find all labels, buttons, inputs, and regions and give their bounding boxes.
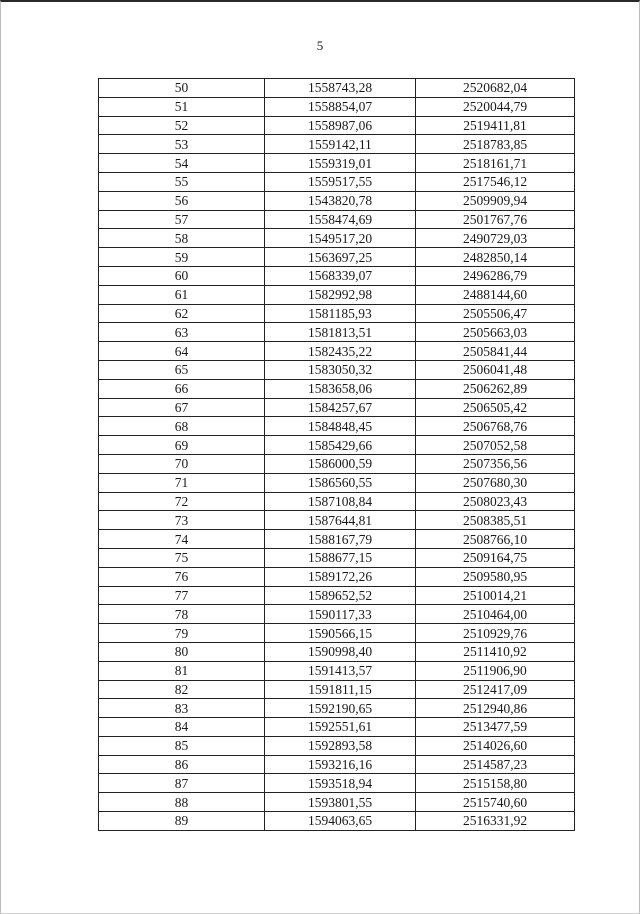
x-coordinate-cell: 1585429,66	[265, 436, 416, 455]
y-coordinate-cell: 2508766,10	[416, 530, 575, 549]
x-coordinate-cell: 1590117,33	[265, 605, 416, 624]
point-number-cell: 60	[99, 266, 265, 285]
y-coordinate-cell: 2514026,60	[416, 736, 575, 755]
y-coordinate-cell: 2516331,92	[416, 812, 575, 831]
y-coordinate-cell: 2515158,80	[416, 774, 575, 793]
point-number-cell: 74	[99, 530, 265, 549]
table-row	[99, 774, 575, 793]
x-coordinate-cell: 1591413,57	[265, 661, 416, 680]
x-coordinate-cell: 1592893,58	[265, 736, 416, 755]
y-coordinate-cell: 2507052,58	[416, 436, 575, 455]
y-coordinate-cell: 2510464,00	[416, 605, 575, 624]
table-row	[99, 661, 575, 680]
point-number-cell: 64	[99, 342, 265, 361]
point-number-cell: 67	[99, 398, 265, 417]
table-row	[99, 154, 575, 173]
table-row	[99, 191, 575, 210]
y-coordinate-cell: 2511906,90	[416, 661, 575, 680]
table-row	[99, 736, 575, 755]
y-coordinate-cell: 2505841,44	[416, 342, 575, 361]
x-coordinate-cell: 1559517,55	[265, 172, 416, 191]
point-number-cell: 66	[99, 379, 265, 398]
table-row	[99, 680, 575, 699]
table-row	[99, 567, 575, 586]
x-coordinate-cell: 1589172,26	[265, 567, 416, 586]
point-number-cell: 63	[99, 323, 265, 342]
table-row	[99, 135, 575, 154]
x-coordinate-cell: 1590998,40	[265, 642, 416, 661]
point-number-cell: 73	[99, 511, 265, 530]
x-coordinate-cell: 1558854,07	[265, 97, 416, 116]
x-coordinate-cell: 1587108,84	[265, 492, 416, 511]
x-coordinate-cell: 1582992,98	[265, 285, 416, 304]
point-number-cell: 70	[99, 454, 265, 473]
x-coordinate-cell: 1594063,65	[265, 812, 416, 831]
table-row	[99, 548, 575, 567]
y-coordinate-cell: 2510014,21	[416, 586, 575, 605]
point-number-cell: 62	[99, 304, 265, 323]
point-number-cell: 85	[99, 736, 265, 755]
point-number-cell: 52	[99, 116, 265, 135]
table-row	[99, 360, 575, 379]
y-coordinate-cell: 2508385,51	[416, 511, 575, 530]
table-row	[99, 473, 575, 492]
table-row	[99, 210, 575, 229]
x-coordinate-cell: 1563697,25	[265, 248, 416, 267]
x-coordinate-cell: 1591811,15	[265, 680, 416, 699]
table-row	[99, 342, 575, 361]
point-number-cell: 89	[99, 812, 265, 831]
point-number-cell: 75	[99, 548, 265, 567]
point-number-cell: 81	[99, 661, 265, 680]
y-coordinate-cell: 2517546,12	[416, 172, 575, 191]
point-number-cell: 58	[99, 229, 265, 248]
table-row	[99, 699, 575, 718]
x-coordinate-cell: 1592190,65	[265, 699, 416, 718]
point-number-cell: 51	[99, 97, 265, 116]
y-coordinate-cell: 2509164,75	[416, 548, 575, 567]
point-number-cell: 77	[99, 586, 265, 605]
point-number-cell: 79	[99, 624, 265, 643]
y-coordinate-cell: 2512940,86	[416, 699, 575, 718]
x-coordinate-cell: 1583658,06	[265, 379, 416, 398]
point-number-cell: 72	[99, 492, 265, 511]
y-coordinate-cell: 2496286,79	[416, 266, 575, 285]
x-coordinate-cell: 1581813,51	[265, 323, 416, 342]
table-row	[99, 304, 575, 323]
y-coordinate-cell: 2507356,56	[416, 454, 575, 473]
point-number-cell: 76	[99, 567, 265, 586]
y-coordinate-cell: 2520044,79	[416, 97, 575, 116]
y-coordinate-cell: 2506262,89	[416, 379, 575, 398]
y-coordinate-cell: 2509909,94	[416, 191, 575, 210]
table-row	[99, 436, 575, 455]
y-coordinate-cell: 2506041,48	[416, 360, 575, 379]
table-row	[99, 398, 575, 417]
point-number-cell: 71	[99, 473, 265, 492]
x-coordinate-cell: 1593518,94	[265, 774, 416, 793]
x-coordinate-cell: 1581185,93	[265, 304, 416, 323]
page-number: 5	[316, 38, 324, 53]
point-number-cell: 61	[99, 285, 265, 304]
x-coordinate-cell: 1559142,11	[265, 135, 416, 154]
table-row	[99, 586, 575, 605]
coordinates-table	[98, 78, 575, 831]
x-coordinate-cell: 1558743,28	[265, 79, 416, 98]
x-coordinate-cell: 1549517,20	[265, 229, 416, 248]
x-coordinate-cell: 1589652,52	[265, 586, 416, 605]
table-row	[99, 454, 575, 473]
table-row	[99, 624, 575, 643]
y-coordinate-cell: 2505663,03	[416, 323, 575, 342]
table-row	[99, 79, 575, 98]
y-coordinate-cell: 2506768,76	[416, 417, 575, 436]
x-coordinate-cell: 1588677,15	[265, 548, 416, 567]
table-row	[99, 812, 575, 831]
point-number-cell: 57	[99, 210, 265, 229]
table-row	[99, 97, 575, 116]
point-number-cell: 84	[99, 718, 265, 737]
x-coordinate-cell: 1587644,81	[265, 511, 416, 530]
table-row	[99, 266, 575, 285]
x-coordinate-cell: 1584257,67	[265, 398, 416, 417]
y-coordinate-cell: 2490729,03	[416, 229, 575, 248]
x-coordinate-cell: 1568339,07	[265, 266, 416, 285]
point-number-cell: 87	[99, 774, 265, 793]
point-number-cell: 68	[99, 417, 265, 436]
y-coordinate-cell: 2515740,60	[416, 793, 575, 812]
table-row	[99, 285, 575, 304]
point-number-cell: 83	[99, 699, 265, 718]
point-number-cell: 55	[99, 172, 265, 191]
y-coordinate-cell: 2518161,71	[416, 154, 575, 173]
x-coordinate-cell: 1558474,69	[265, 210, 416, 229]
point-number-cell: 80	[99, 642, 265, 661]
table-row	[99, 116, 575, 135]
point-number-cell: 69	[99, 436, 265, 455]
x-coordinate-cell: 1592551,61	[265, 718, 416, 737]
y-coordinate-cell: 2511410,92	[416, 642, 575, 661]
x-coordinate-cell: 1559319,01	[265, 154, 416, 173]
point-number-cell: 53	[99, 135, 265, 154]
x-coordinate-cell: 1583050,32	[265, 360, 416, 379]
y-coordinate-cell: 2488144,60	[416, 285, 575, 304]
coordinates-table-body	[99, 79, 575, 831]
y-coordinate-cell: 2510929,76	[416, 624, 575, 643]
point-number-cell: 78	[99, 605, 265, 624]
x-coordinate-cell: 1558987,06	[265, 116, 416, 135]
point-number-cell: 86	[99, 755, 265, 774]
y-coordinate-cell: 2518783,85	[416, 135, 575, 154]
point-number-cell: 56	[99, 191, 265, 210]
table-row	[99, 755, 575, 774]
point-number-cell: 54	[99, 154, 265, 173]
point-number-cell: 50	[99, 79, 265, 98]
table-row	[99, 718, 575, 737]
table-row	[99, 379, 575, 398]
y-coordinate-cell: 2514587,23	[416, 755, 575, 774]
y-coordinate-cell: 2519411,81	[416, 116, 575, 135]
table-row	[99, 417, 575, 436]
point-number-cell: 65	[99, 360, 265, 379]
y-coordinate-cell: 2512417,09	[416, 680, 575, 699]
x-coordinate-cell: 1582435,22	[265, 342, 416, 361]
table-row	[99, 323, 575, 342]
y-coordinate-cell: 2520682,04	[416, 79, 575, 98]
table-row	[99, 605, 575, 624]
table-row	[99, 511, 575, 530]
table-row	[99, 642, 575, 661]
y-coordinate-cell: 2501767,76	[416, 210, 575, 229]
y-coordinate-cell: 2482850,14	[416, 248, 575, 267]
point-number-cell: 59	[99, 248, 265, 267]
table-row	[99, 530, 575, 549]
x-coordinate-cell: 1543820,78	[265, 191, 416, 210]
table-row	[99, 492, 575, 511]
point-number-cell: 88	[99, 793, 265, 812]
y-coordinate-cell: 2507680,30	[416, 473, 575, 492]
table-row	[99, 229, 575, 248]
x-coordinate-cell: 1588167,79	[265, 530, 416, 549]
y-coordinate-cell: 2505506,47	[416, 304, 575, 323]
y-coordinate-cell: 2509580,95	[416, 567, 575, 586]
y-coordinate-cell: 2513477,59	[416, 718, 575, 737]
point-number-cell: 82	[99, 680, 265, 699]
x-coordinate-cell: 1593216,16	[265, 755, 416, 774]
y-coordinate-cell: 2506505,42	[416, 398, 575, 417]
x-coordinate-cell: 1586000,59	[265, 454, 416, 473]
table-row	[99, 172, 575, 191]
x-coordinate-cell: 1593801,55	[265, 793, 416, 812]
table-row	[99, 793, 575, 812]
table-row	[99, 248, 575, 267]
x-coordinate-cell: 1586560,55	[265, 473, 416, 492]
x-coordinate-cell: 1590566,15	[265, 624, 416, 643]
x-coordinate-cell: 1584848,45	[265, 417, 416, 436]
y-coordinate-cell: 2508023,43	[416, 492, 575, 511]
